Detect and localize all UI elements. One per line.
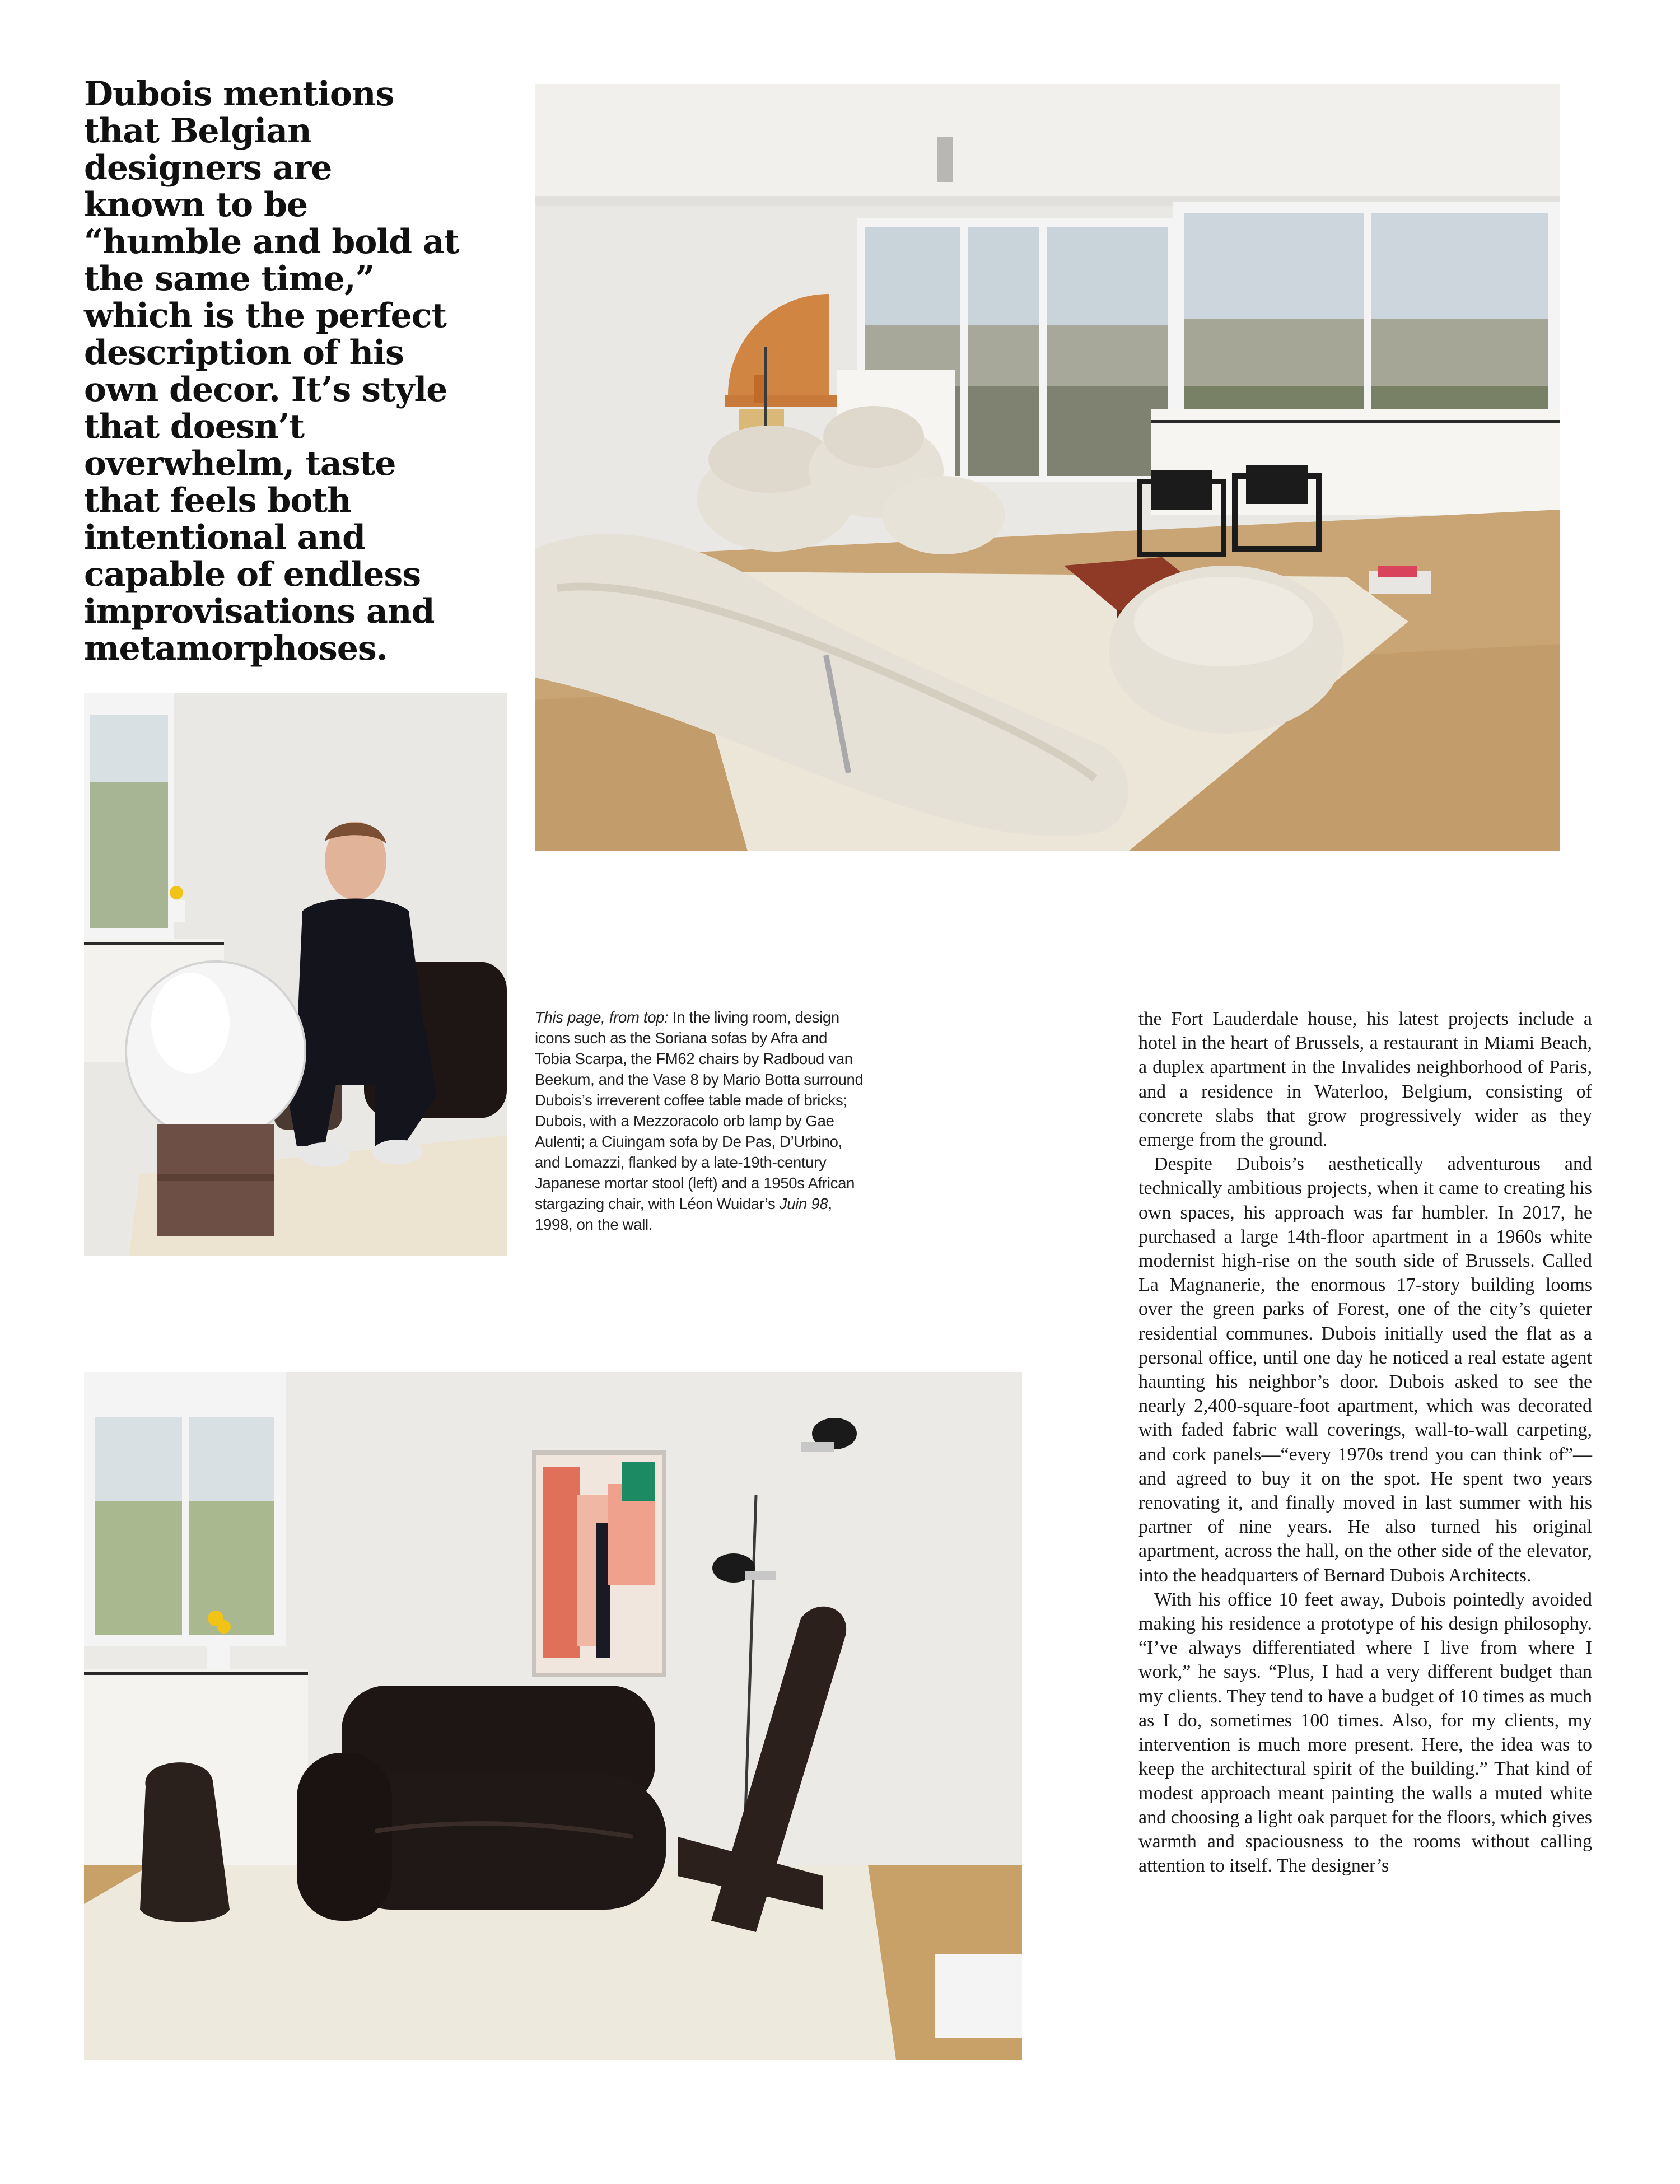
caption-lead: This page, from top:	[535, 1009, 669, 1026]
article-body	[1138, 1007, 1592, 1878]
leather-sofa-photo	[84, 1372, 1022, 2060]
caption-text-end: , 1998, on the wall.	[535, 1195, 832, 1233]
body-paragraph: the Fort Lauderdale house, his latest projects include a hotel in the heart of Brussels, a restaurant in Miami Beach, a duplex apartment in the Invalides neighborhood of Paris, and a residence in Waterloo, Belgium, consisting of concrete slabs that grow progressively wider as they emerge from the ground.	[1138, 1009, 1592, 1151]
living-room-photo	[535, 84, 1560, 851]
body-paragraph: With his office 10 feet away, Dubois pointedly avoided making his residence a prototype of his design philosophy. “I’ve always differentiated where I live from where I work,” he says. “Plus, I had a very different budget than my clients. They tend to have a budget of 10 times as much as I do, sometimes 100 times. Also, for my clients, my intervention is much more present. Here, the idea was to keep the architectural spirit of the building.” That kind of modest approach meant painting the walls a muted white and choosing a light oak parquet for the floors, which gives warmth and spaciousness to the rooms without calling attention to itself. The designer’s	[1138, 1589, 1592, 1877]
portrait-photo	[84, 693, 507, 1256]
body-paragraph: Despite Dubois’s aesthetically adventurous and technically ambitious projects, when it came to creating his own spaces, his approach was far humbler. In 2017, he purchased a large 14th-floor apartment in a 1960s white modernist high-rise on the south side of Brussels. Called La Magnanerie, the enormous 17-story building looms over the green parks of Forest, one of the city’s quieter residential communes. Dubois initially used the flat as a personal office, until one day he noticed a real estate agent haunting his neighbor’s door. Dubois asked to see the nearly 2,400-square-foot apartment, which was decorated with faded fabric wall coverings, wall-to-wall carpeting, and cork panels—“every 1970s trend you can think of”—and agreed to buy it on the spot. He spent two years renovating it, and finally moved in last summer with his partner of nine years. He also turned his original apartment, across the hall, on the other side of the elevator, into the headquarters of Bernard Dubois Architects.	[1138, 1154, 1592, 1586]
pull-quote: Dubois mentions that Belgian designers are known to be “humble and bold at the same time,” which is the perfect description of his own decor. It’s style that doesn’t overwhelm, taste that feels both intentional and capable of endless improvisations and metamorphoses.	[84, 74, 459, 668]
caption-text: In the living room, design icons such as the Soriana sofas by Afra and Tobia Scarpa, the FM62 chairs by Radboud van Beekum, and the Vase 8 by Mario Botta surround Dubois’s irreverent coffee table made of bricks; Dubois, with a Mezzoracolo orb lamp by Gae Aulenti; a Ciuingam sofa by De Pas, D’Urbino, and Lomazzi, flanked by a late-19th-century Japanese mortar stool (left) and a 1950s African stargazing chair, with Léon Wuidar’s	[535, 1009, 864, 1212]
caption-artwork-title: Juin 98	[779, 1195, 828, 1212]
photo-caption	[535, 1007, 865, 1235]
